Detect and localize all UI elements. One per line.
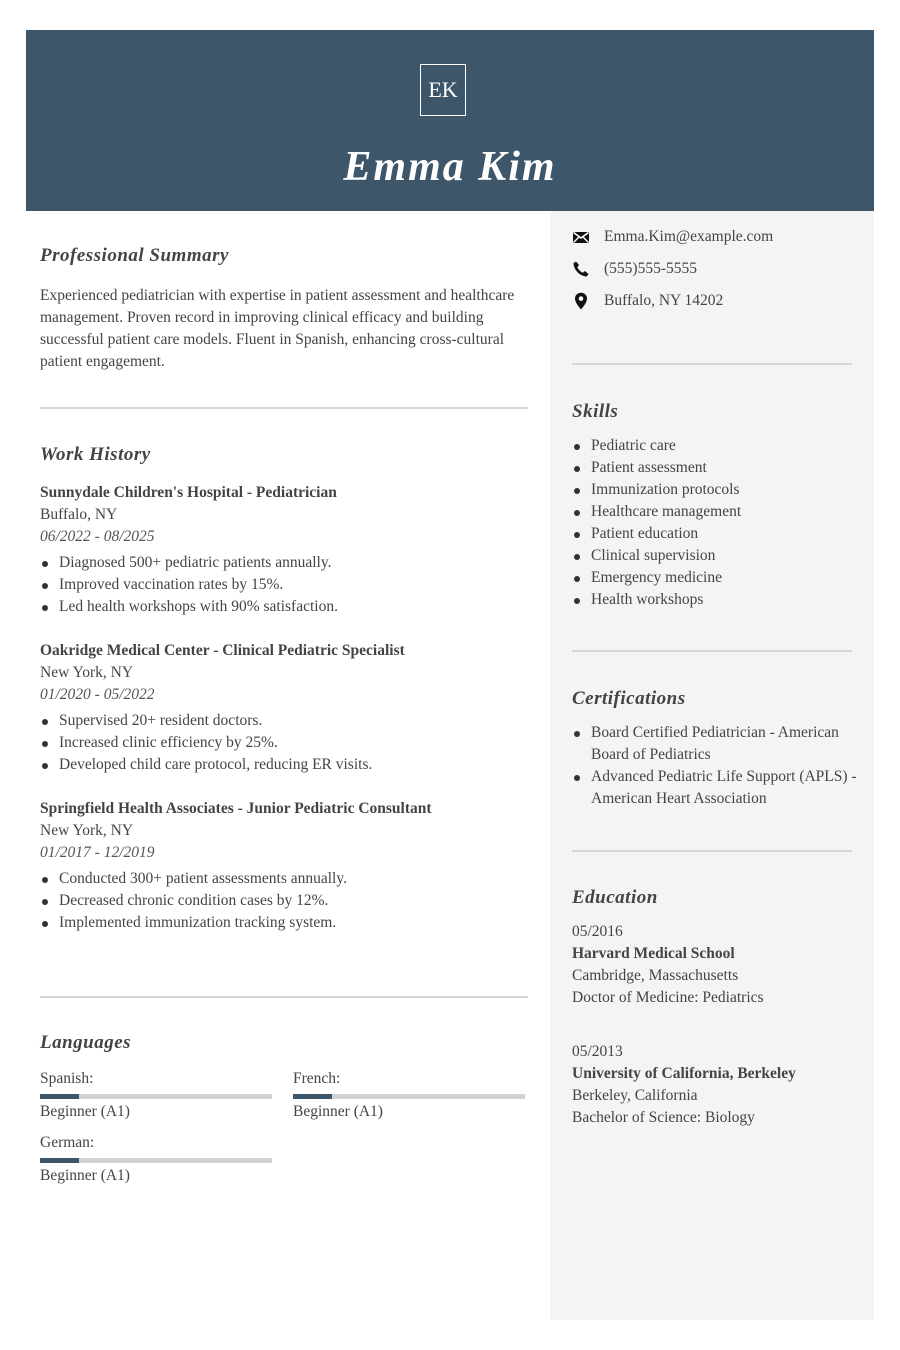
language-level: Beginner (A1) xyxy=(293,1103,383,1120)
job-title: Oakridge Medical Center - Clinical Pediatric Specialist xyxy=(40,642,405,659)
job-bullets xyxy=(40,710,528,776)
education-entry xyxy=(572,921,862,1009)
language-name: Spanish: xyxy=(40,1070,94,1087)
job-entry xyxy=(40,482,528,618)
language-bar-fill xyxy=(40,1158,79,1163)
job-bullet: Decreased chronic condition cases by 12%. xyxy=(40,890,528,912)
job-entry xyxy=(40,798,528,934)
envelope-icon xyxy=(572,228,590,246)
skill-item: Patient education xyxy=(572,523,862,545)
education-date: 05/2013 xyxy=(572,1043,623,1060)
main-divider xyxy=(40,996,528,998)
skill-item: Healthcare management xyxy=(572,501,862,523)
resume-header xyxy=(26,30,874,211)
education-school: University of California, Berkeley xyxy=(572,1065,796,1082)
job-location: Buffalo, NY xyxy=(40,506,118,523)
contact-address: Buffalo, NY 14202 xyxy=(604,292,724,309)
work-history-section xyxy=(40,444,528,934)
skill-item: Emergency medicine xyxy=(572,567,862,589)
certification-item: Advanced Pediatric Life Support (APLS) - American Heart Association xyxy=(572,766,862,810)
certifications-list xyxy=(572,722,862,810)
language-item xyxy=(293,1068,525,1123)
contact-email-row xyxy=(572,225,773,249)
education-degree: Doctor of Medicine: Pediatrics xyxy=(572,989,764,1006)
certification-item: Board Certified Pediatrician - American Board of Pediatrics xyxy=(572,722,862,766)
language-bar-fill xyxy=(293,1094,332,1099)
monogram: EK xyxy=(420,64,466,116)
job-bullet: Diagnosed 500+ pediatric patients annually. xyxy=(40,552,528,574)
job-location: New York, NY xyxy=(40,822,134,839)
job-title: Sunnydale Children's Hospital - Pediatrician xyxy=(40,484,337,501)
skill-item: Clinical supervision xyxy=(572,545,862,567)
skills-list xyxy=(572,435,862,611)
phone-icon xyxy=(572,260,590,278)
education-location: Berkeley, California xyxy=(572,1087,698,1104)
skill-item: Pediatric care xyxy=(572,435,862,457)
job-bullet: Implemented immunization tracking system. xyxy=(40,912,528,934)
certifications-title: Certifications xyxy=(572,688,686,709)
education-degree: Bachelor of Science: Biology xyxy=(572,1109,755,1126)
skill-item: Health workshops xyxy=(572,589,862,611)
language-level: Beginner (A1) xyxy=(40,1103,130,1120)
resume-page xyxy=(26,30,874,1320)
language-bar xyxy=(40,1158,272,1163)
language-bar-fill xyxy=(40,1094,79,1099)
language-item xyxy=(40,1068,272,1123)
language-name: French: xyxy=(293,1070,341,1087)
education-date: 05/2016 xyxy=(572,923,623,940)
sidebar-divider xyxy=(572,363,852,365)
education-title: Education xyxy=(572,887,658,908)
skills-title: Skills xyxy=(572,401,619,422)
sidebar xyxy=(550,211,874,1320)
education-location: Cambridge, Massachusetts xyxy=(572,967,739,984)
skill-item: Patient assessment xyxy=(572,457,862,479)
job-location: New York, NY xyxy=(40,664,134,681)
education-entry xyxy=(572,1041,862,1129)
language-bar xyxy=(293,1094,525,1099)
job-bullet: Led health workshops with 90% satisfaction. xyxy=(40,596,528,618)
job-title: Springfield Health Associates - Junior Pediatric Consultant xyxy=(40,800,432,817)
skill-item: Immunization protocols xyxy=(572,479,862,501)
job-bullet: Improved vaccination rates by 15%. xyxy=(40,574,528,596)
language-bar xyxy=(40,1094,272,1099)
language-name: German: xyxy=(40,1134,95,1151)
sidebar-divider xyxy=(572,850,852,852)
languages-title: Languages xyxy=(40,1032,132,1053)
job-dates: 06/2022 - 08/2025 xyxy=(40,528,155,545)
job-dates: 01/2020 - 05/2022 xyxy=(40,686,155,703)
summary-text: Experienced pediatrician with expertise in patient assessment and healthcare management. Proven record in improving clinical efficacy and building successful patient care models. Fluent in Spanish, enhancing cross-cultural patient engagement. xyxy=(40,287,515,370)
languages-section xyxy=(40,1032,528,1198)
sidebar-divider xyxy=(572,650,852,652)
contact-phone-row xyxy=(572,257,697,281)
contact-phone: (555)555-5555 xyxy=(604,260,697,277)
skills-section xyxy=(572,401,862,611)
work-history-title: Work History xyxy=(40,444,151,465)
contact-email[interactable]: Emma.Kim@example.com xyxy=(604,228,774,245)
education-section xyxy=(572,887,862,1129)
job-bullet: Increased clinic efficiency by 25%. xyxy=(40,732,528,754)
main-divider xyxy=(40,407,528,409)
job-dates: 01/2017 - 12/2019 xyxy=(40,844,155,861)
certifications-section xyxy=(572,688,862,810)
summary-title: Professional Summary xyxy=(40,245,229,266)
job-bullet: Conducted 300+ patient assessments annually. xyxy=(40,868,528,890)
job-entry xyxy=(40,640,528,776)
candidate-name: Emma Kim xyxy=(343,144,557,190)
job-bullets xyxy=(40,868,528,934)
contact-address-row xyxy=(572,289,723,313)
language-level: Beginner (A1) xyxy=(40,1167,130,1184)
education-school: Harvard Medical School xyxy=(572,945,735,962)
location-pin-icon xyxy=(572,292,590,310)
languages-grid xyxy=(40,1068,528,1198)
summary-section xyxy=(40,245,528,373)
job-bullets xyxy=(40,552,528,618)
language-item xyxy=(40,1132,272,1187)
job-bullet: Supervised 20+ resident doctors. xyxy=(40,710,528,732)
job-bullet: Developed child care protocol, reducing ER visits. xyxy=(40,754,528,776)
